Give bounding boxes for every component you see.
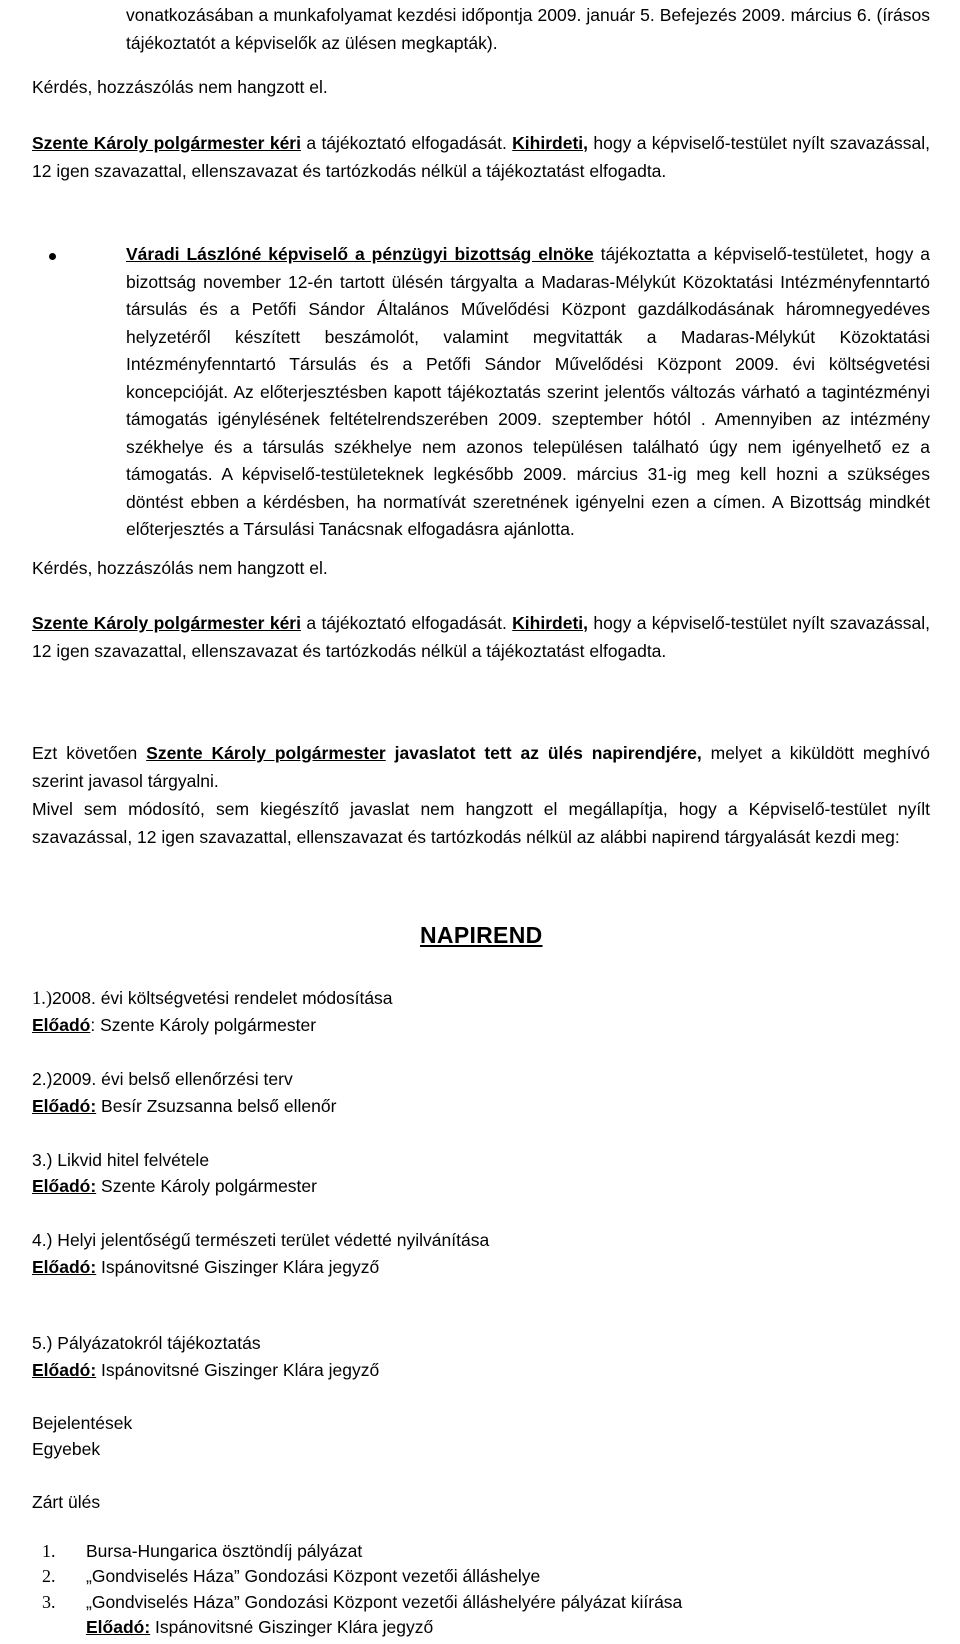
agenda-item-number: 5.) <box>32 1333 53 1353</box>
committee-report-paragraph <box>126 241 930 544</box>
agenda-proposal-paragraph <box>32 740 930 795</box>
closed-session-heading: Zárt ülés <box>32 1492 101 1512</box>
presenter-label: Előadó: <box>32 1257 97 1277</box>
mayor-name: Szente Károly polgármester kéri <box>32 133 301 153</box>
announcement-label: Kihirdeti, <box>512 133 589 153</box>
request-text: a tájékoztató elfogadását. <box>300 133 513 153</box>
announcement-label: Kihirdeti, <box>512 613 589 633</box>
paragraph-continuation: vonatkozásában a munkafolyamat kezdési időpontja 2009. január 5. Befejezés 2009. március 6. (írásos tájékoztatót a képviselők az ülésen megkapták). <box>126 5 930 53</box>
spacer-text <box>386 743 395 763</box>
no-questions-note-2: Kérdés, hozzászólás nem hangzott el. <box>32 558 328 578</box>
other-heading: Egyebek <box>32 1439 101 1459</box>
closed-item-1-number: 1. <box>42 1541 56 1561</box>
agenda-item-number: 4.) <box>32 1230 53 1250</box>
mayor-name: Szente Károly polgármester <box>146 743 386 763</box>
agenda-item-text: Likvid hitel felvétele <box>52 1150 210 1170</box>
agenda-item-5-presenter <box>32 1357 379 1383</box>
bullet-icon <box>49 253 56 260</box>
agenda-item-2-presenter <box>32 1093 336 1119</box>
agenda-item-4-title <box>32 1227 489 1253</box>
closed-item-2-number: 2. <box>42 1566 56 1586</box>
committee-chair-name: Váradi Lászlóné képviselő a pénzügyi bizottság elnöke <box>126 244 594 264</box>
request-text: a tájékoztató elfogadását. <box>300 613 513 633</box>
announcement-text: hogy a képviselő-testület nyílt szavazással, 12 igen szavazattal, ellenszavazat és tartózkodás nélkül a tájékoztatást elfogadta. <box>32 133 931 181</box>
agenda-item-number: 1.) <box>32 989 53 1009</box>
presenter-name: Ispánovitsné Giszinger Klára jegyző <box>96 1360 380 1380</box>
mayor-request-paragraph-2 <box>32 610 930 665</box>
agenda-item-2-title <box>32 1066 293 1092</box>
no-questions-note: Kérdés, hozzászólás nem hangzott el. <box>32 77 328 97</box>
closed-item-3-text: „Gondviselés Háza” Gondozási Központ vezetői álláshelyére pályázat kiírása <box>86 1592 683 1612</box>
mayor-name: Szente Károly polgármester kéri <box>32 613 301 633</box>
closed-item-3-number: 3. <box>42 1592 56 1612</box>
presenter-name: Szente Károly polgármester <box>96 1176 317 1196</box>
agenda-item-text: Pályázatokról tájékoztatás <box>52 1333 261 1353</box>
closed-presenter <box>86 1617 433 1638</box>
presenter-label: Előadó: <box>32 1360 97 1380</box>
agenda-item-text: Helyi jelentőségű természeti terület védetté nyilvánítása <box>52 1230 490 1250</box>
announcements-heading: Bejelentések <box>32 1413 133 1433</box>
closed-item-1-text: Bursa-Hungarica ösztöndíj pályázat <box>86 1541 363 1561</box>
agenda-item-1-title <box>32 985 393 1012</box>
agenda-adoption-paragraph: Mivel sem módosító, sem kiegészítő javaslat nem hangzott el megállapítja, hogy a Képviselő-testület nyílt szavazással, 12 igen szavazattal, ellenszavazat és tartózkodás nélkül az alábbi napirend tárgyalását kezdi meg: <box>32 799 930 847</box>
agenda-item-4-presenter <box>32 1254 379 1280</box>
proposal-text: javaslatot tett az ülés napirendjére, <box>394 743 702 763</box>
presenter-name: Ispánovitsné Giszinger Klára jegyző <box>150 1617 434 1637</box>
agenda-item-3-title <box>32 1147 209 1173</box>
closed-item-2-text: „Gondviselés Háza” Gondozási Központ vezetői álláshelye <box>86 1566 541 1586</box>
agenda-item-text: 2009. évi belső ellenőrzési terv <box>52 1069 293 1089</box>
presenter-separator: : <box>90 1015 96 1035</box>
presenter-name: Ispánovitsné Giszinger Klára jegyző <box>96 1257 380 1277</box>
presenter-name: Besír Zsuzsanna belső ellenőr <box>96 1096 337 1116</box>
presenter-label: Előadó: <box>32 1176 97 1196</box>
mayor-request-paragraph <box>32 130 930 185</box>
proposal-intro: Ezt követően <box>32 743 147 763</box>
committee-report-text: tájékoztatta a képviselő-testületet, hogy a bizottság november 12-én tartott ülésén tárgyalta a Madaras-Mélykút Közoktatási Intézményfenntartó társulás és a Petőfi Sándor Általános Művelődési Központ gazdálkodásának háromnegyedéves helyzetéről készített beszámolót, valamint megvitatták a Madaras-Mélykút Közoktatási Intézményfenntartó Társulás és a Petőfi Sándor Művelődési Központ 2009. évi költségvetési koncepcióját. Az előterjesztésben kapott tájékoztatás szerint jelentős változás várható a tagintézményi támogatás igénylésének feltételrendszerében 2009. szeptember hótól . Amennyiben az intézmény székhelye és a társulás székhelye nem azonos településen található úgy nem igényelhető ez a támogatás. A képviselő-testületeknek legkésőbb 2009. március 31-ig meg kell hozni a szükséges döntést ebben a kérdésben, ha normatívát szeretnének igényelni ezen a címen. A Bizottság mindkét előterjesztés a Társulási Tanácsnak elfogadásra ajánlotta. <box>126 244 930 539</box>
presenter-name: Szente Károly polgármester <box>95 1015 317 1035</box>
agenda-item-text: 2008. évi költségvetési rendelet módosítása <box>52 988 393 1008</box>
agenda-item-1-presenter <box>32 1012 316 1038</box>
presenter-label: Előadó <box>32 1015 91 1035</box>
proposal-rest: melyet a kiküldött meghívó szerint javasol tárgyalni. <box>32 743 930 791</box>
presenter-label: Előadó: <box>32 1096 97 1116</box>
agenda-item-number: 2.) <box>32 1069 53 1089</box>
presenter-label: Előadó: <box>86 1617 151 1637</box>
agenda-title: NAPIREND <box>420 922 543 948</box>
agenda-item-3-presenter <box>32 1173 317 1199</box>
agenda-item-number: 3.) <box>32 1150 53 1170</box>
agenda-item-5-title <box>32 1330 261 1356</box>
announcement-text: hogy a képviselő-testület nyílt szavazással, 12 igen szavazattal, ellenszavazat és tartózkodás nélkül a tájékoztatást elfogadta. <box>32 613 931 661</box>
